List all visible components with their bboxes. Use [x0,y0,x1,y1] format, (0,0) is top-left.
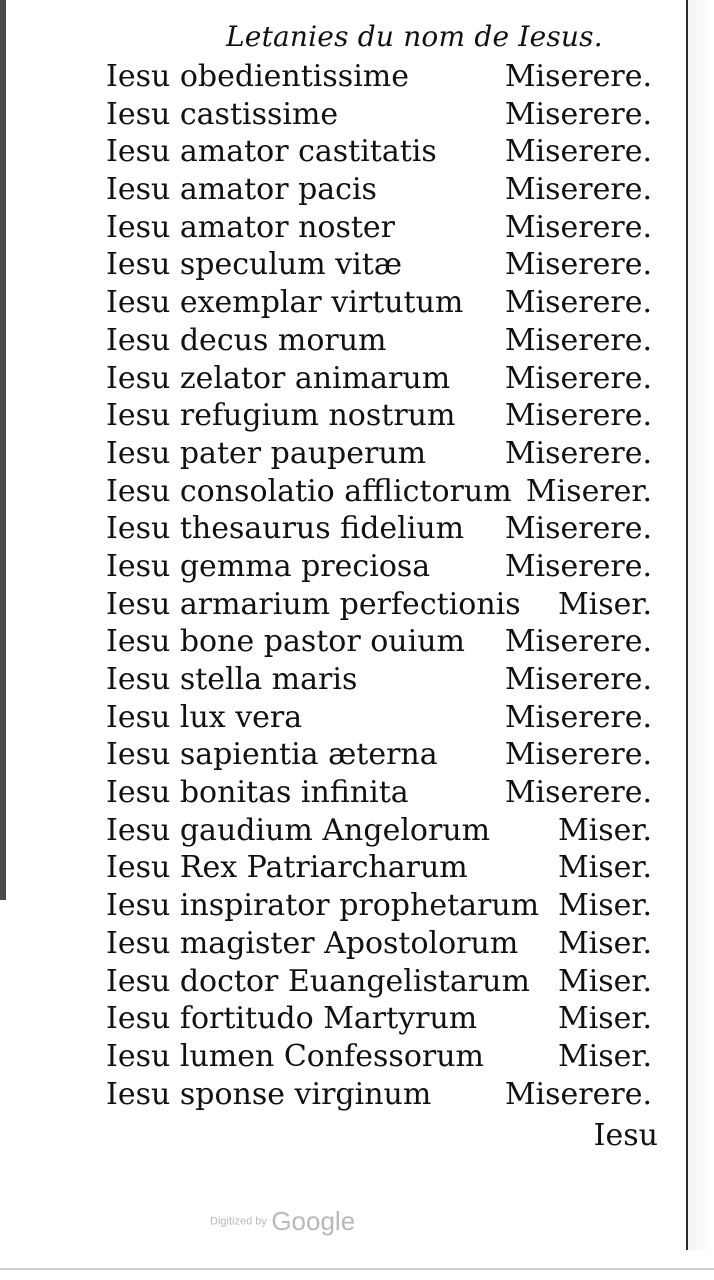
invocation-text: Iesu exemplar virtutum [106,285,464,321]
litany-line [106,925,666,963]
litany-line [106,284,666,322]
response-text: Miserere. [504,134,652,170]
invocation-text: Iesu castissime [106,96,339,132]
response-text: Miserere. [504,511,652,547]
invocation-text: Iesu thesaurus fidelium [106,511,465,547]
litany-line [106,360,666,398]
litany-line [106,397,666,435]
response-text: Miserere. [504,209,652,245]
response-text: Miserere. [504,96,652,132]
response-text: Miserere. [504,775,652,811]
response-text: Miserere. [504,360,652,396]
response-text: Miserere. [504,398,652,434]
litany-line [106,548,666,586]
response-text: Miserere. [504,322,652,358]
response-text: Miser. [557,586,652,622]
invocation-text: Iesu decus morum [106,322,387,358]
invocation-text: Iesu pater pauperum [106,435,427,471]
invocation-text: Iesu bone pastor ouium [106,624,465,660]
invocation-text: Iesu gemma preciosa [106,548,431,584]
litany-line [106,96,666,134]
running-header: Letanies du nom de Iesus. [226,20,603,53]
response-text: Miserere. [504,1076,652,1112]
litany-line [106,510,666,548]
invocation-text: Iesu stella maris [106,662,358,697]
litany-line [106,1038,666,1076]
litany-line [106,849,666,887]
litany-line [106,246,666,284]
litany-line [106,58,666,96]
invocation-text: Iesu gaudium Angelorum [106,812,491,848]
response-text: Miserere. [504,435,652,471]
litany-line [106,322,666,360]
invocation-text: Iesu doctor Euangelistarum [106,963,530,999]
invocation-text: Iesu bonitas infinita [106,775,409,811]
litany-line [106,812,666,850]
invocation-text: Iesu refugium nostrum [106,398,456,434]
response-text: Miser. [557,812,652,848]
litany-line [106,736,666,774]
litany-line [106,435,666,473]
litany-line [106,963,666,1001]
scan-bottom-edge [0,1268,714,1270]
response-text: Miserere. [504,699,652,735]
invocation-text: Iesu speculum vitæ [106,247,403,283]
litany-line [106,1076,666,1114]
invocation-text: Iesu amator noster [106,209,395,245]
response-text: Miserere. [504,172,652,208]
invocation-text: Iesu fortitudo Martyrum [106,1001,478,1037]
watermark-prefix: Digitized by [210,1215,267,1228]
page-left-edge [0,0,6,900]
response-text: Miserer. [525,473,652,509]
catchword: Iesu [593,1118,658,1153]
invocation-text: Iesu consolatio afflictorum [106,473,512,509]
invocation-text: Iesu magister Apostolorum [106,925,519,961]
response-text: Miser. [557,888,652,924]
watermark-brand: Google [271,1206,356,1236]
response-text: Miser. [557,925,652,961]
response-text: Miserere. [504,548,652,584]
invocation-text: Iesu lumen Confessorum [106,1038,484,1074]
response-text: Miser. [557,1038,652,1074]
response-text: Miserere. [504,285,652,321]
response-text: Miser. [557,850,652,886]
response-text: Miserere. [504,737,652,773]
invocation-text: Iesu obedientissime [106,59,409,94]
litany-line [106,661,666,699]
digitization-watermark [210,1206,355,1237]
response-text: Miser. [557,963,652,999]
invocation-text: Iesu Rex Patriarcharum [106,850,468,886]
response-text: Miser. [557,1001,652,1037]
litany-line [106,887,666,925]
response-text: Miserere. [504,624,652,660]
litany-line [106,699,666,737]
litany-line [106,209,666,247]
response-text: Miserere. [504,662,652,697]
response-text: Miserere. [504,59,652,94]
litany-line [106,1000,666,1038]
litany-line [106,133,666,171]
invocation-text: Iesu inspirator prophetarum [106,888,540,924]
invocation-text: Iesu amator pacis [106,172,377,208]
invocation-text: Iesu sapientia æterna [106,737,438,773]
response-text: Miserere. [504,247,652,283]
invocation-text: Iesu amator castitatis [106,134,437,170]
litany-line [106,623,666,661]
litany-line [106,586,666,624]
litany-line [106,171,666,209]
litany-lines [106,58,666,1113]
page-right-edge [686,0,714,1250]
invocation-text: Iesu lux vera [106,699,303,735]
litany-line [106,473,666,511]
litany-line [106,774,666,812]
invocation-text: Iesu zelator animarum [106,360,451,396]
invocation-text: Iesu armarium perfectionis [106,586,521,622]
invocation-text: Iesu sponse virginum [106,1076,432,1112]
